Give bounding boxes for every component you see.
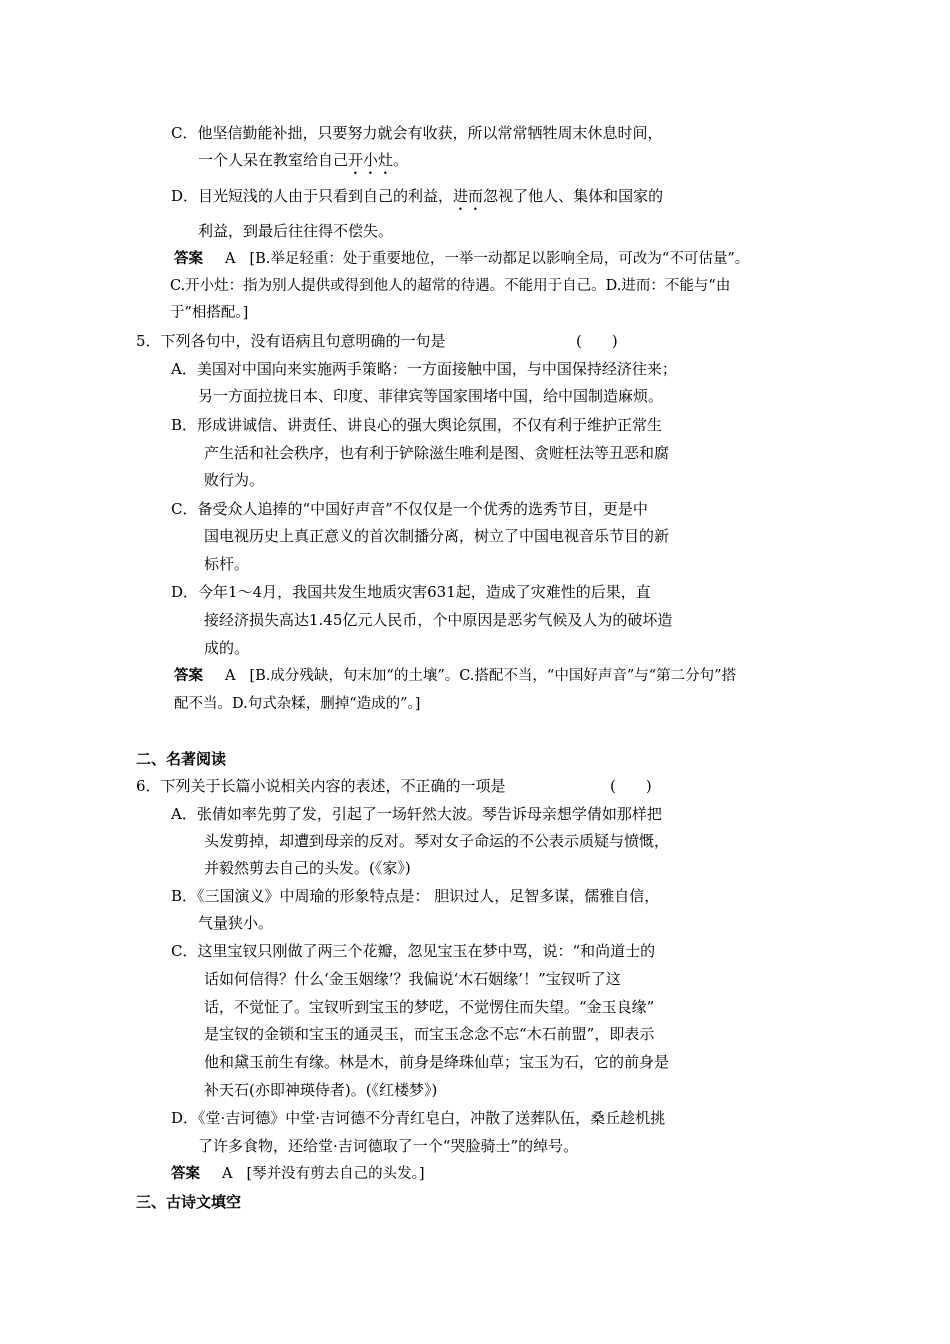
q6-option-c-line4: 是宝钗的金锁和宝玉的通灵玉，而宝玉念念不忘“木石前盟”，即表示 [204,1025,655,1043]
q6-option-b-line2: 气量狭小。 [198,914,274,932]
q5-option-c-line3: 标杆。 [204,555,250,573]
q4-option-c-line2 [198,151,408,178]
q5-option-d-line3: 成的。 [204,639,250,657]
q5-option-b-line2: 产生活和社会秩序，也有利于铲除滋生唯利是图、贪赃枉法等丑恶和腐 [204,444,670,462]
q4-option-d-line1 [171,187,663,214]
q4-answer-line2: C.开小灶：指为别人提供或得到他人的超常的待遇。不能用于自己。D.进而：不能与“由 [170,278,731,294]
q6-stem: 6．下列关于长篇小说相关内容的表述，不正确的一项是 [136,777,506,795]
option-text: 他坚信勤能补拙，只要努力就会有收获，所以常常牺牲周末休息时间， [197,124,663,142]
q5-option-d-line1 [171,583,651,601]
q5-answer-line2: 配不当。D.句式杂糅，删掉“造成的”。] [174,696,421,712]
q5-option-d-line2: 接经济损失高达1.45亿元人民币，个中原因是恶劣气候及人为的破坏造 [204,611,673,629]
q5-option-b-line1 [171,416,662,434]
q6-option-d-line2: 了许多食物，还给堂·吉诃德取了一个“哭脸骑士”的绰号。 [198,1137,579,1155]
option-label: C． [171,942,198,960]
q5-answer-line1 [174,667,736,685]
q5-option-c-line2: 国电视历史上真正意义的首次制播分离，树立了中国电视音乐节目的新 [204,527,670,545]
option-text: 一个人呆在教室给自己 [198,151,349,169]
option-label: D． [171,1109,199,1127]
option-text: 美国对中国向来实施两手策略：一方面接触中国，与中国保持经济往来； [196,360,677,378]
q5-stem: 5．下列各句中，没有语病且句意明确的一句是 [136,332,446,350]
option-text: 今年1～4月，我国共发生地质灾害631起，造成了灾难性的后果，直 [198,583,651,601]
q4-answer-line3: 于”相搭配。] [170,305,249,321]
option-text: 备受众人追捧的“中国好声音”不仅仅是一个优秀的选秀节目，更是中 [197,500,648,518]
q6-option-c-line1 [171,942,655,960]
option-label: B． [171,887,198,905]
q6-option-c-line6: 补天石(亦即神瑛侍者)。(《红楼梦》) [204,1081,438,1099]
option-label: A． [171,360,197,378]
option-label: C． [171,124,198,142]
answer-label: 答案 [174,250,203,267]
q4-answer-line1 [174,250,749,268]
q5-option-b-line3: 败行为。 [204,471,265,489]
option-text: 忽视了他人、集体和国家的 [483,187,664,205]
option-text: 张倩如率先剪了发，引起了一场轩然大波。琴告诉母亲想学倩如那样把 [196,805,662,823]
section-heading: 三、古诗文填空 [136,1193,242,1211]
answer-explanation: [琴并没有剪去自己的头发。] [246,1166,425,1182]
q6-option-c-line5: 他和黛玉前生有缘。林是木，前身是绛珠仙草；宝玉为石，它的前身是 [204,1053,670,1071]
answer-letter: A [225,668,236,684]
option-label: B． [171,416,198,434]
q6-option-c-line2: 话如何信得？什么‘金玉姻缘’？我偏说‘木石姻缘’！”宝钗听了这 [204,970,621,988]
option-label: A． [171,805,197,823]
q4-option-d-line2: 利益，到最后往往得不偿失。 [198,222,394,240]
answer-label: 答案 [171,1165,200,1182]
option-label: C． [171,500,198,518]
option-text: 《堂·吉诃德》中堂·吉诃德不分青红皂白，冲散了送葬队伍，桑丘趁机挑 [198,1109,666,1127]
answer-letter: A [222,1166,233,1182]
q6-option-d-line1 [171,1109,665,1127]
option-text: 。 [393,151,409,169]
option-text: 《三国演义》中周瑜的形象特点是： 胆识过人，足智多谋，儒雅自信， [197,887,660,905]
q6-option-c-line3: 话，不觉怔了。宝钗听到宝玉的梦呓，不觉愣住而失望。“金玉良缘” [204,998,655,1016]
option-text: 目光短浅的人由于只看到自己的利益， [198,187,454,205]
option-text: 形成讲诚信、讲责任、讲良心的强大舆论氛围，不仅有利于维护正常生 [197,416,663,434]
answer-explanation: [B.举足轻重：处于重要地位，一举一动都足以影响全局，可改为“不可估量”。 [249,251,750,267]
q5-option-c-line1 [171,500,648,518]
q5-option-a-line2: 另一方面拉拢日本、印度、菲律宾等国家围堵中国，给中国制造麻烦。 [198,387,664,405]
emphasized-word: 进而 [453,187,484,205]
section-heading: 二、名著阅读 [136,750,227,768]
answer-explanation: [B.成分残缺，句末加“的土壤”。C.搭配不当，“中国好声音”与“第二分句”搭 [249,668,737,684]
q5-answer-paren: ( ) [576,332,618,350]
option-label: D． [171,187,199,205]
q5-option-a-line1 [171,360,677,378]
q6-answer-paren: ( ) [610,777,652,795]
answer-label: 答案 [174,667,203,684]
q6-option-a-line2: 头发剪掉，却遭到母亲的反对。琴对女子命运的不公表示质疑与愤慨， [204,832,670,850]
q6-option-b-line1 [171,887,659,905]
option-label: D． [171,583,199,601]
emphasized-word: 开小灶 [348,151,394,169]
q4-option-c-line1 [171,124,663,142]
q6-option-a-line1 [171,805,662,823]
answer-letter: A [225,251,236,267]
q6-answer-line1 [171,1165,425,1183]
option-text: 这里宝钗只刚做了两三个花瓣，忽见宝玉在梦中骂，说：“和尚道士的 [197,942,656,960]
q6-option-a-line3: 并毅然剪去自己的头发。(《家》) [204,859,411,877]
